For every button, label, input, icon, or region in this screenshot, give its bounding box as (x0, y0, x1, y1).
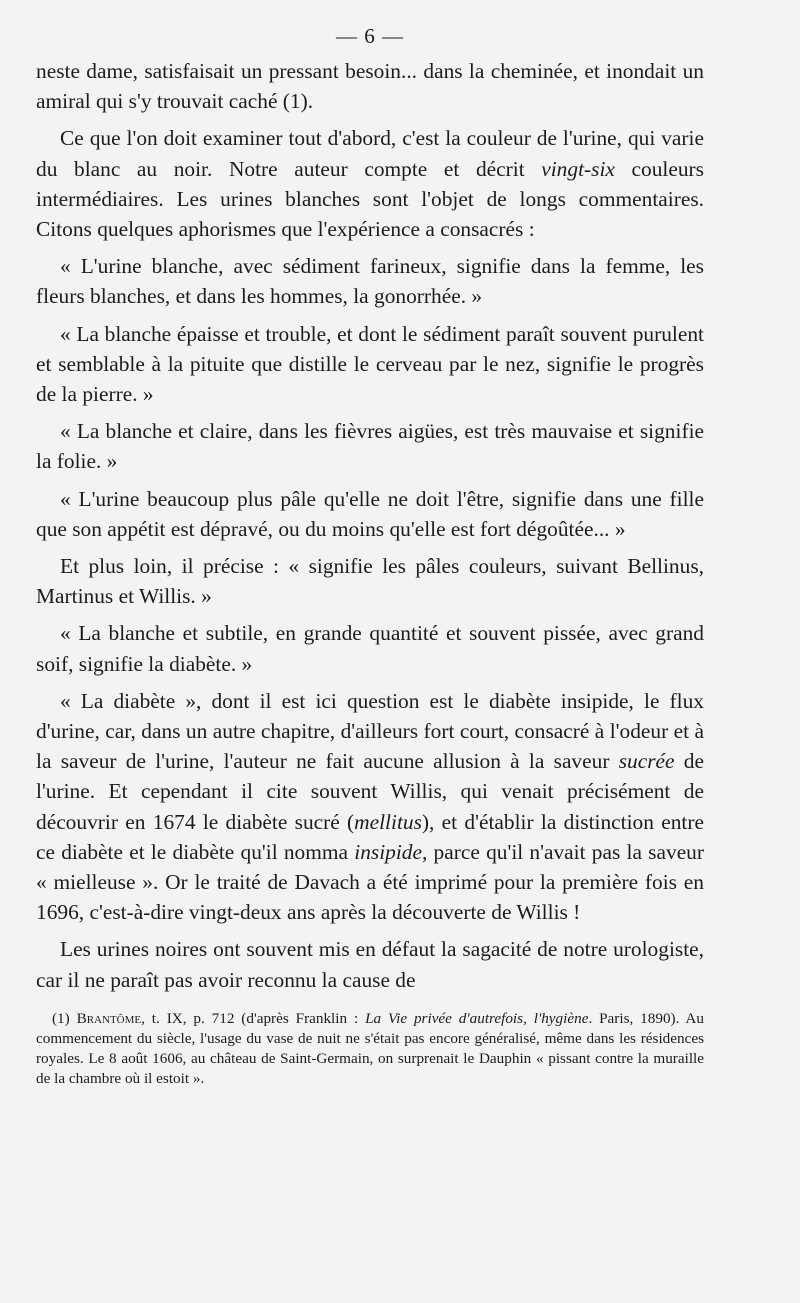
italic-term: mellitus (354, 809, 422, 834)
italic-term: insipide (354, 839, 422, 864)
paragraph: neste dame, satisfaisait un pressant besoin... dans la cheminée, et inondait un amiral qui s'y trouvait caché (1). (36, 59, 704, 114)
author-name: Brantôme (76, 1009, 142, 1027)
book-page (36, 22, 704, 1089)
book-title: La Vie privée d'autrefois, l'hygiène (365, 1009, 589, 1027)
italic-term: sucrée (618, 749, 675, 774)
footnote: (1) Brantôme, t. IX, p. 712 (d'après Franklin : La Vie privée d'autrefois, l'hygiène. Paris, 1890). Au commencement du siècle, l'usage du vase de nuit ne s'était pas encore généralisé, même dans les résidences royales. Le 8 août 1606, au château de Saint-Germain, on surprenait le Dauphin « pissant contre la muraille de la chambre où il estoit ». (36, 1009, 704, 1087)
quotation: « La blanche et claire, dans les fièvres aigües, est très mauvaise et signifie la folie. » (36, 419, 704, 474)
body-text (36, 56, 704, 995)
paragraph: Et plus loin, il précise : « signifie les pâles couleurs, suivant Bellinus, Martinus et Willis. » (36, 554, 704, 609)
paragraph: Les urines noires ont souvent mis en défaut la sagacité de notre urologiste, car il ne paraît pas avoir reconnu la cause de (36, 937, 704, 992)
quotation: « L'urine blanche, avec sédiment farineux, signifie dans la femme, les fleurs blanches, et dans les hommes, la gonorrhée. » (36, 254, 704, 309)
footnotes (36, 1009, 704, 1089)
paragraph: Ce que l'on doit examiner tout d'abord, c'est la couleur de l'urine, qui varie du blanc au noir. Notre auteur compte et décrit vingt-six couleurs intermédiaires. Les urines blanches sont l'objet de longs commentaires. Citons quelques aphorismes que l'expérience a consacrés : (36, 126, 704, 242)
italic-term: vingt-six (541, 156, 615, 181)
paragraph: « La diabète », dont il est ici question est le diabète insipide, le flux d'urine, car, dans un autre chapitre, d'ailleurs fort court, consacré à l'odeur et à la saveur de l'urine, l'auteur ne fait aucune allusion à la saveur sucrée de l'urine. Et cependant il cite souvent Willis, qui venait précisément de découvrir en 1674 le diabète sucré (mellitus), et d'établir la distinction entre ce diabète et le diabète qu'il nomma insipide, parce qu'il n'avait pas la saveur « mielleuse ». Or le traité de Davach a été imprimé pour la première fois en 1696, c'est-à-dire vingt-deux ans après la découverte de Willis ! (36, 688, 705, 925)
quotation: « L'urine beaucoup plus pâle qu'elle ne doit l'être, signifie dans une fille que son appétit est dépravé, ou du moins qu'elle est fort dégoûtée... » (36, 486, 704, 541)
quotation: « La blanche et subtile, en grande quantité et souvent pissée, avec grand soif, signifie la diabète. » (36, 621, 704, 676)
page-number: — 6 — (336, 24, 404, 48)
quotation: « La blanche épaisse et trouble, et dont le sédiment paraît souvent purulent et semblable à la pituite que distille le cerveau par le nez, signifie le progrès de la pierre. » (36, 321, 704, 407)
